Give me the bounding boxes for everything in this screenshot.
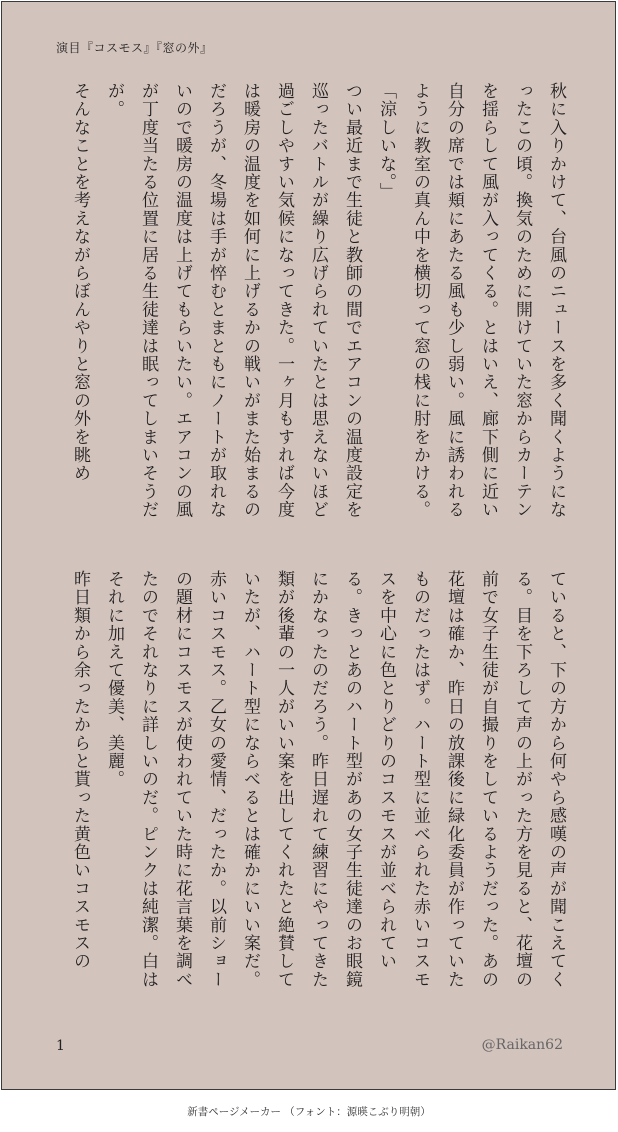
paragraph: 昨日類から余ったからと貰った黄色いコスモスの — [70, 570, 90, 971]
paragraph: そんなことを考えながらぼんやりと窓の外を眺め — [70, 82, 90, 483]
paragraph: 秋に入りかけて、台風のニュースを多く聞くようになったこの頃。換気のために開けていた窓からカーテンを揺らして風が入ってくる。とはいえ、廊下側に近い自分の席では頬にあたる風も少し弱い。風に誘われるように教室の真ん中を横切って窓の桟に肘をかける。 — [410, 82, 566, 519]
page-title: 演目『コスモス』『窓の外』 — [56, 41, 213, 55]
lower-text-column — [51, 570, 573, 990]
paragraph: ていると、下の方から何やら感嘆の声が聞こえてくる。目を下ろして声の上がった方を見ると、花壇の前で女子生徒が自撮りをしているようだった。あの花壇は確か、昨日の放課後に緑化委員が作っていたものだったはず。ハート型に並べられた赤いコスモスを中心に色とりどりのコスモスが並べられている。きっとあのハート型があの女子生徒達のお眼鏡にかなったのだろう。昨日遅れて練習にやってきた類が後輩の一人がいい案を出してくれたと絶賛していたが、ハート型にならべるとは確かにいい案だ。赤いコスモス。乙女の愛情、だったか。以前ショーの題材にコスモスが使われていた時に花言葉を調べたのでそれなりに詳しいのだ。ピンクは純潔。白はそれに加えて優美、美麗。 — [104, 570, 566, 989]
author-handle: @Raikan62 — [481, 1037, 563, 1053]
page-number: 1 — [56, 1038, 65, 1054]
generator-credit: 新書ページメーカー （フォント：源暎こぶり明朝） — [187, 1106, 431, 1118]
upper-text-column — [51, 82, 573, 522]
novel-page — [1, 1, 616, 1090]
paragraph: 「涼しいな。」 — [376, 82, 396, 201]
paragraph: つい最近まで生徒と教師の間でエアコンの温度設定を巡ったバトルが繰り広げられていたとは思えないほど過ごしやすい気候になってきた。一ヶ月もすれば今度は暖房の温度を如何に上げるかの戦いがまた始まるのだろうが、冬場は手が悴むとまともにノートが取れないので暖房の温度は上げてもらいたい。エアコンの風が丁度当たる位置に居る生徒達は眠ってしまいそうだが。 — [104, 82, 362, 519]
